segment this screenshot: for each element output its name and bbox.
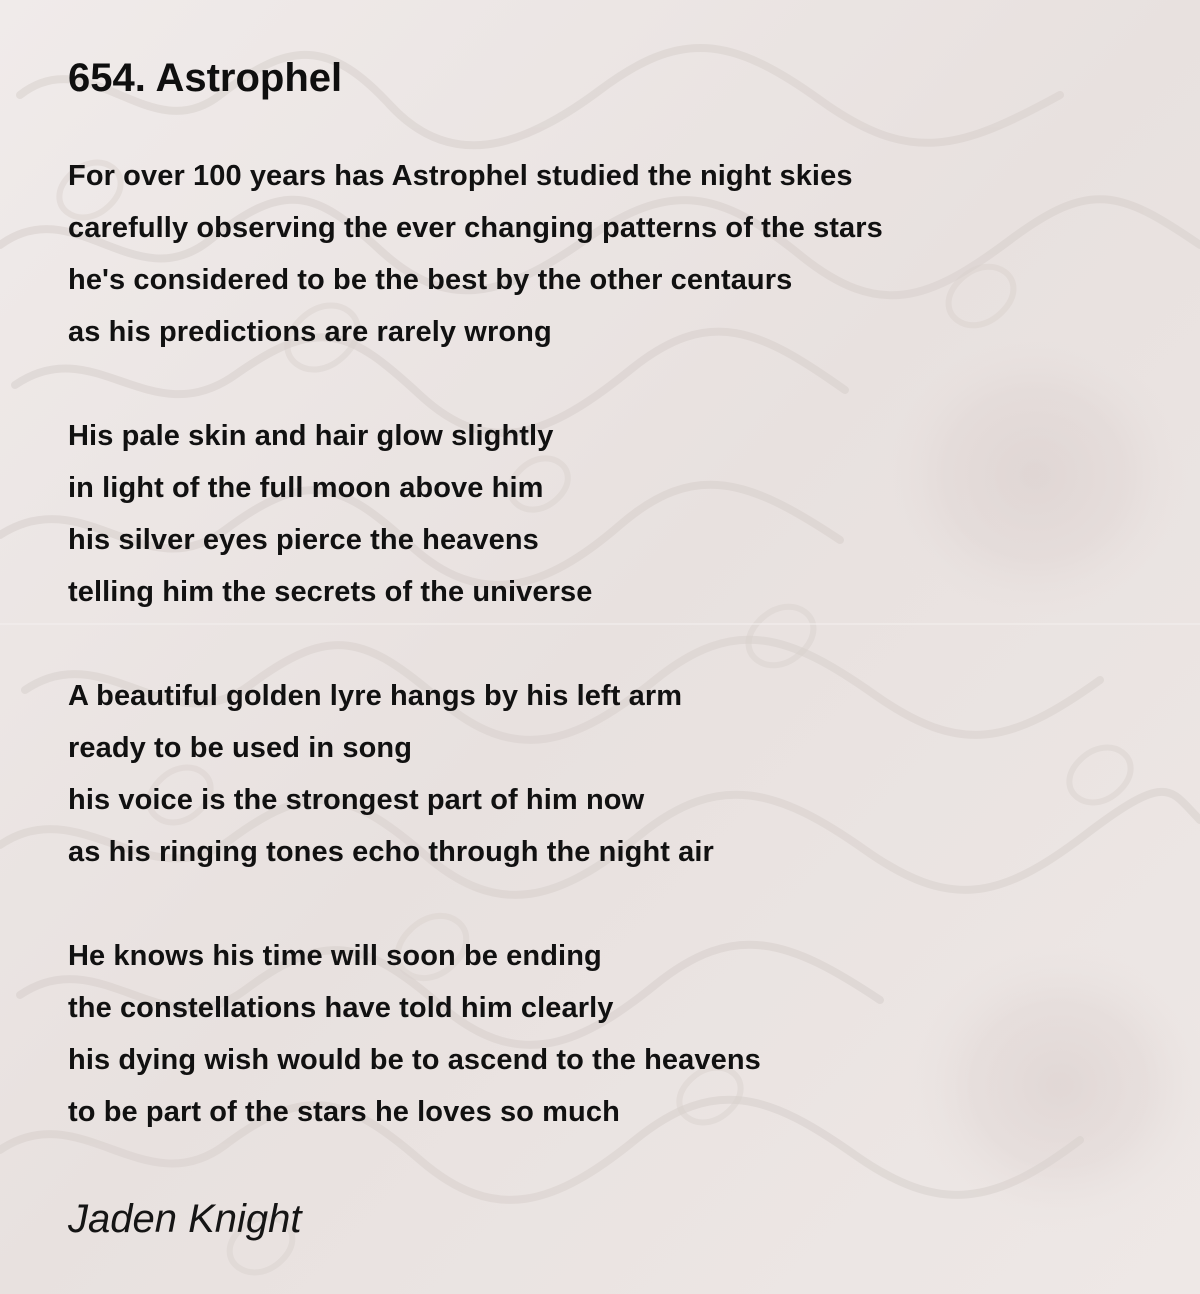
poem-line: telling him the secrets of the universe — [68, 576, 593, 608]
stanza-3 — [68, 670, 1148, 878]
poem-line: For over 100 years has Astrophel studied the night skies — [68, 160, 853, 192]
poem-line: he's considered to be the best by the other centaurs — [68, 264, 793, 296]
poem-line: his silver eyes pierce the heavens — [68, 524, 539, 556]
stanza-1 — [68, 150, 1148, 358]
poem-line: his dying wish would be to ascend to the heavens — [68, 1044, 761, 1076]
poem-line: He knows his time will soon be ending — [68, 940, 602, 972]
poem-line: as his predictions are rarely wrong — [68, 316, 552, 348]
poem-line: His pale skin and hair glow slightly — [68, 420, 554, 452]
poem-line: carefully observing the ever changing patterns of the stars — [68, 212, 883, 244]
poem-author: Jaden Knight — [68, 1197, 302, 1241]
poem-line: as his ringing tones echo through the night air — [68, 836, 714, 868]
poem-line: A beautiful golden lyre hangs by his left arm — [68, 680, 683, 712]
poem-title: 654. Astrophel — [68, 56, 343, 100]
poem-body — [68, 150, 1148, 1190]
poem-line: to be part of the stars he loves so much — [68, 1096, 620, 1128]
poem-line: the constellations have told him clearly — [68, 992, 614, 1024]
poem-line: his voice is the strongest part of him now — [68, 784, 645, 816]
poem-line: in light of the full moon above him — [68, 472, 544, 504]
stanza-2 — [68, 410, 1148, 618]
poem-line: ready to be used in song — [68, 732, 413, 764]
stanza-4 — [68, 930, 1148, 1138]
